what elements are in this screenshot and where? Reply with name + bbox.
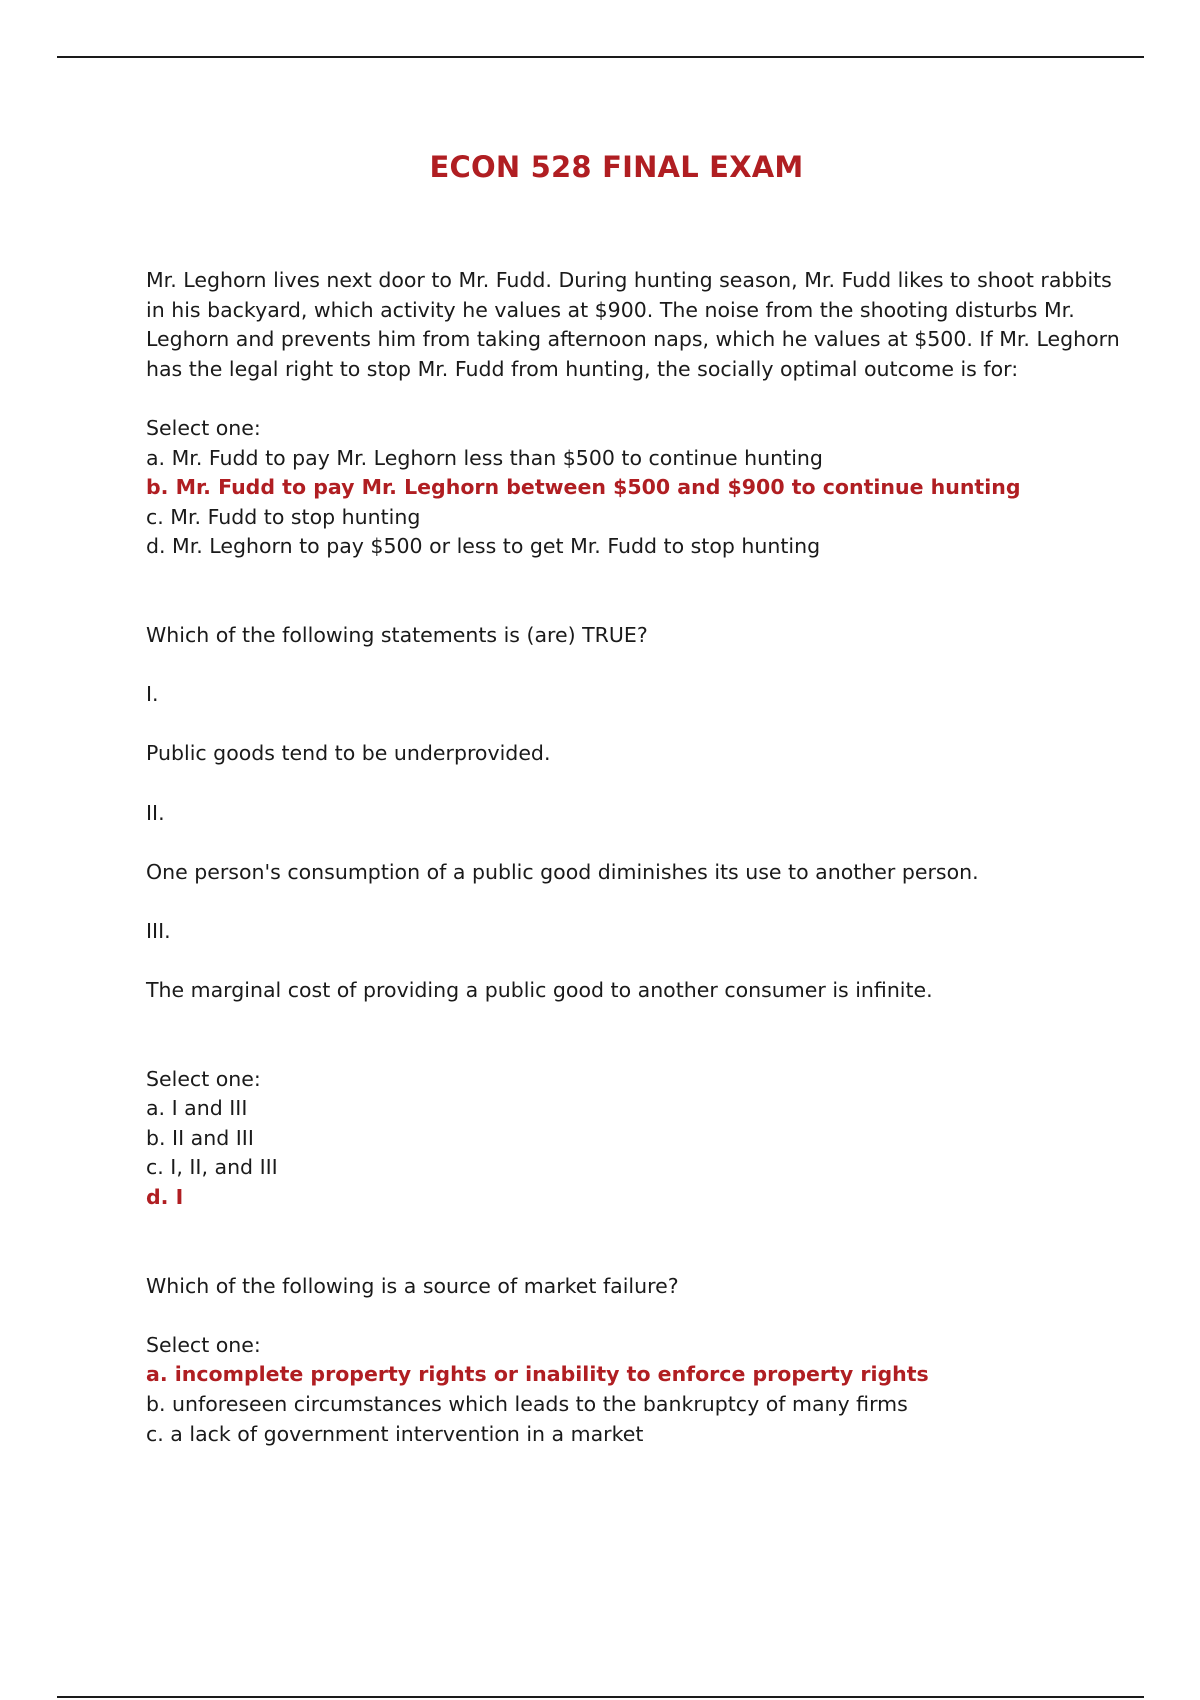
question-1: [146, 266, 1120, 562]
question-2-option-d-answer: d. I: [146, 1185, 184, 1210]
question-3-select-label: Select one:: [146, 1332, 261, 1357]
question-3-option-c: c. a lack of government intervention in a market: [146, 1421, 644, 1446]
exam-content: [146, 266, 1120, 1449]
question-3-stem: Which of the following is a source of market failure?: [146, 1273, 679, 1298]
question-1-option-d: d. Mr. Leghorn to pay $500 or less to get Mr. Fudd to stop hunting: [146, 534, 821, 559]
question-2-option-b: b. II and III: [146, 1125, 254, 1150]
question-1-select-label: Select one:: [146, 415, 261, 440]
question-2-option-c: c. I, II, and III: [146, 1155, 278, 1180]
question-1-option-c: c. Mr. Fudd to stop hunting: [146, 504, 421, 529]
statement-3-text: The marginal cost of providing a public good to another consumer is infinite.: [146, 978, 933, 1003]
question-1-stem-line: has the legal right to stop Mr. Fudd from hunting, the socially optimal outcome is for:: [146, 356, 1019, 381]
statement-1-numeral: I.: [146, 682, 159, 707]
question-1-option-b-answer: b. Mr. Fudd to pay Mr. Leghorn between $500 and $900 to continue hunting: [146, 475, 1021, 500]
bottom-rule: [57, 1696, 1144, 1698]
statement-2-text: One person's consumption of a public good diminishes its use to another person.: [146, 859, 979, 884]
page-title: ECON 528 FINAL EXAM: [429, 150, 804, 184]
question-1-stem-line: Mr. Leghorn lives next door to Mr. Fudd. During hunting season, Mr. Fudd likes to shoot rabbits: [146, 268, 1112, 292]
question-2: [146, 621, 1096, 1213]
question-3-option-a-answer: a. incomplete property rights or inability to enforce property rights: [146, 1362, 929, 1387]
question-3-option-b: b. unforeseen circumstances which leads to the bankruptcy of many firms: [146, 1392, 908, 1416]
question-2-stem: Which of the following statements is (are) TRUE?: [146, 622, 648, 647]
question-1-stem-line: Leghorn and prevents him from taking afternoon naps, which he values at $500. If Mr. Leghorn: [146, 327, 1120, 352]
question-2-select-label: Select one:: [146, 1066, 261, 1091]
top-rule: [57, 56, 1144, 58]
question-1-stem-line: in his backyard, which activity he values at $900. The noise from the shooting disturbs Mr.: [146, 297, 1075, 322]
statement-3-numeral: III.: [146, 918, 171, 943]
statement-2-numeral: II.: [146, 800, 165, 825]
question-2-option-a: a. I and III: [146, 1096, 248, 1121]
statement-1-text: Public goods tend to be underprovided.: [146, 741, 551, 766]
question-1-option-a: a. Mr. Fudd to pay Mr. Leghorn less than $500 to continue hunting: [146, 445, 823, 470]
question-3: [146, 1272, 1096, 1450]
